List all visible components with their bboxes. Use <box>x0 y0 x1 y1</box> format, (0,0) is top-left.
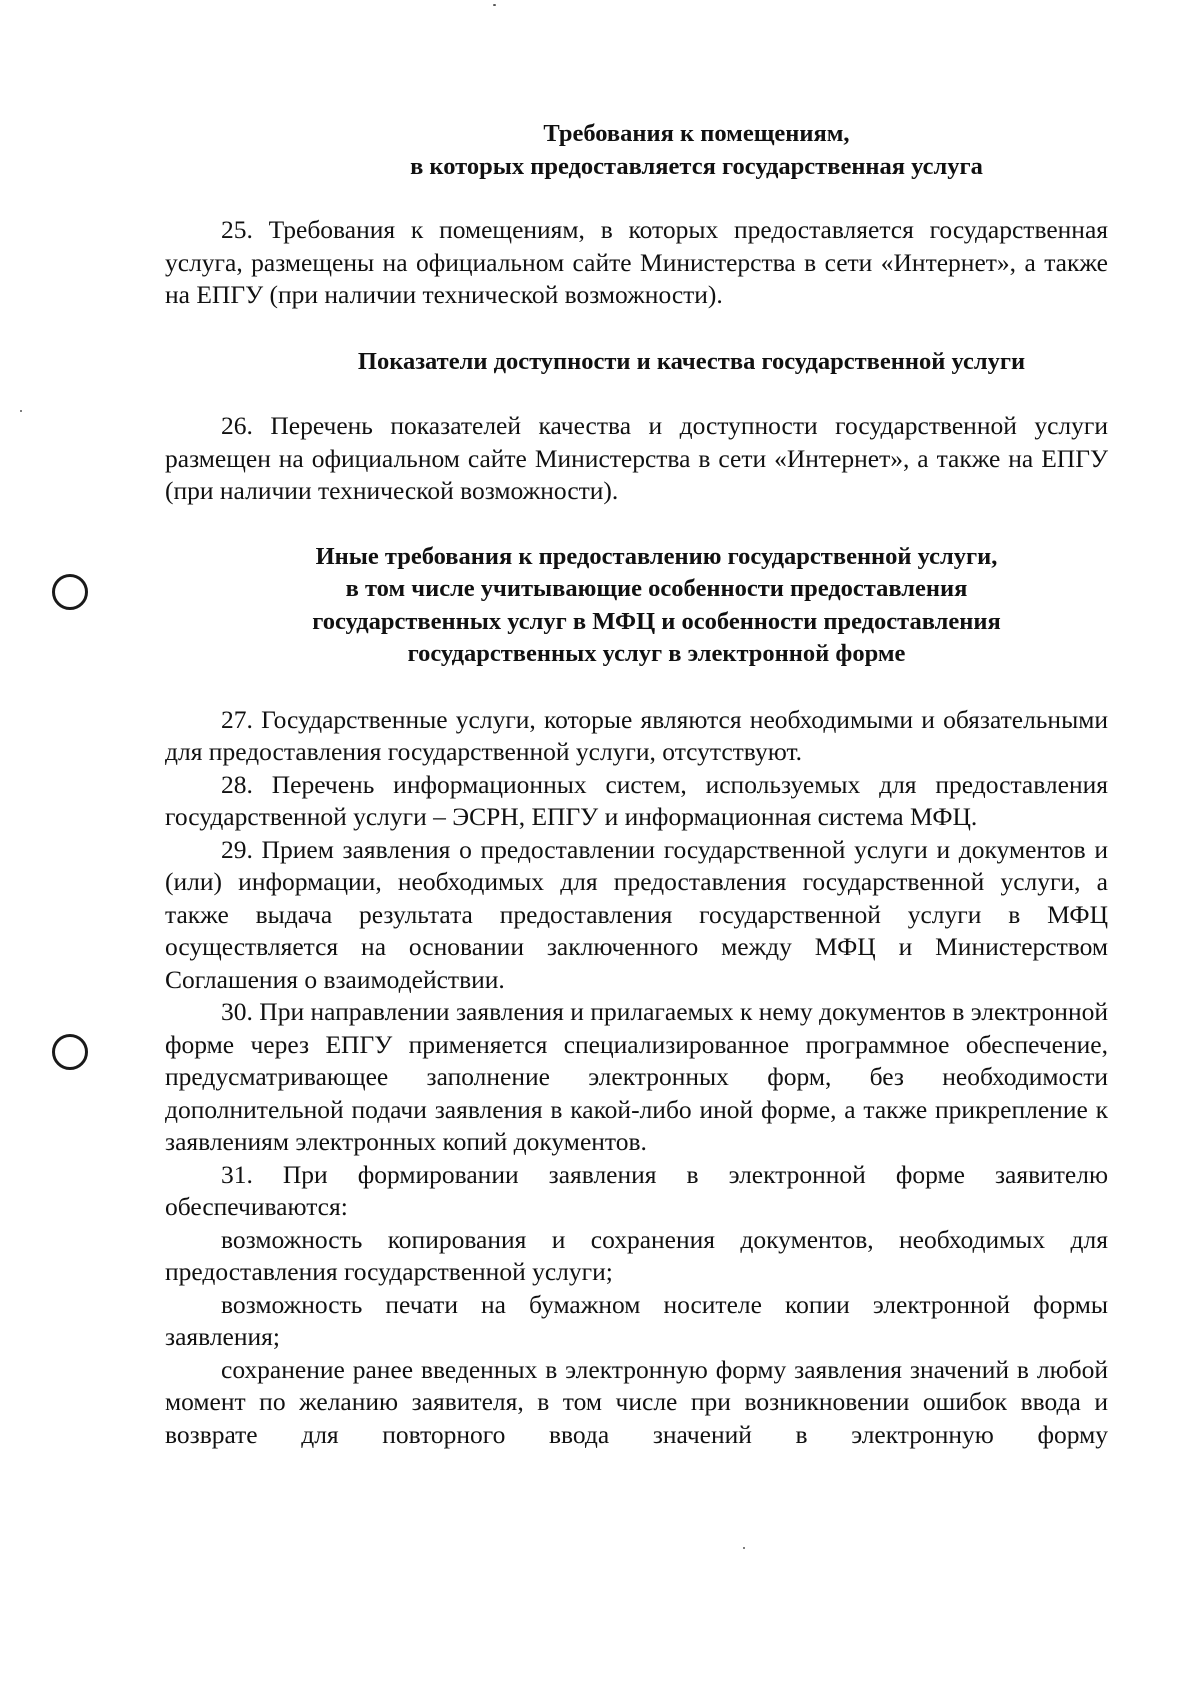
paragraph-29: 29. Прием заявления о предоставлении государственной услуги и документов и (или) информации, необходимых для предоставления государственной услуги, а также выдача результата предоставления государственной услуги в МФЦ осуществляется на основании заключенного между МФЦ и Министерством Соглашения о взаимодействии. <box>165 834 1108 994</box>
scan-speck <box>20 410 22 412</box>
heading-line: в том числе учитывающие особенности предоставления <box>345 575 968 602</box>
paragraph-30: 30. При направлении заявления и прилагаемых к нему документов в электронной форме через ЕПГУ применяется специализированное программное обеспечение, предусматривающее заполнение электронных форм, без необходимости дополнительной подачи заявления в какой-либо иной форме, а также прикрепление к заявлениям электронных копий документов. <box>165 997 1108 1156</box>
list-item-print: возможность печати на бумажном носителе копии электронной формы заявления; <box>165 1289 1108 1351</box>
heading-line: в которых предоставляется государственная услуга <box>410 152 983 180</box>
heading-line: государственных услуг в МФЦ и особенности предоставления <box>312 607 1001 635</box>
heading-line: Иные требования к предоставлению государственной услуги, <box>315 542 998 570</box>
list-item-preserve-values: сохранение ранее введенных в электронную форму заявления значений в любой момент по желанию заявителя, в том числе при возникновении ошибок ввода и возврате для повторного ввода значений в электронную форму <box>165 1354 1108 1449</box>
section-heading-indicators <box>275 346 1108 379</box>
paragraph-27: 27. Государственные услуги, которые являются необходимыми и обязательными для предоставления государственной услуги, отсутствуют. <box>165 704 1108 766</box>
heading-line: Показатели доступности и качества государственной услуги <box>357 347 1026 375</box>
scan-speck <box>743 1547 745 1549</box>
section-heading-premises <box>285 118 1108 183</box>
paragraph-26: 26. Перечень показателей качества и доступности государственной услуги размещен на официальном сайте Министерства в сети «Интернет», а также на ЕПГУ (при наличии технической возможности). <box>165 411 1108 505</box>
punch-hole-bottom <box>52 1034 88 1070</box>
scan-speck <box>493 4 496 6</box>
punch-hole-top <box>52 574 88 610</box>
paragraph-25: 25. Требования к помещениям, в которых предоставляется государственная услуга, размещены на официальном сайте Министерства в сети «Интернет», а также на ЕПГУ (при наличии технической возможности). <box>165 215 1108 309</box>
section-heading-other-requirements <box>245 541 1068 671</box>
list-item-copy-save: возможность копирования и сохранения документов, необходимых для предоставления государственной услуги; <box>165 1224 1108 1286</box>
document-body <box>165 118 1108 1451</box>
heading-line: государственных услуг в электронной форме <box>407 640 906 667</box>
paragraph-31: 31. При формировании заявления в электронной форме заявителю обеспечиваются: <box>165 1159 1108 1221</box>
paragraph-28: 28. Перечень информационных систем, используемых для предоставления государственной услуги – ЭСРН, ЕПГУ и информационная система МФЦ. <box>165 769 1108 831</box>
heading-line: Требования к помещениям, <box>543 120 850 147</box>
